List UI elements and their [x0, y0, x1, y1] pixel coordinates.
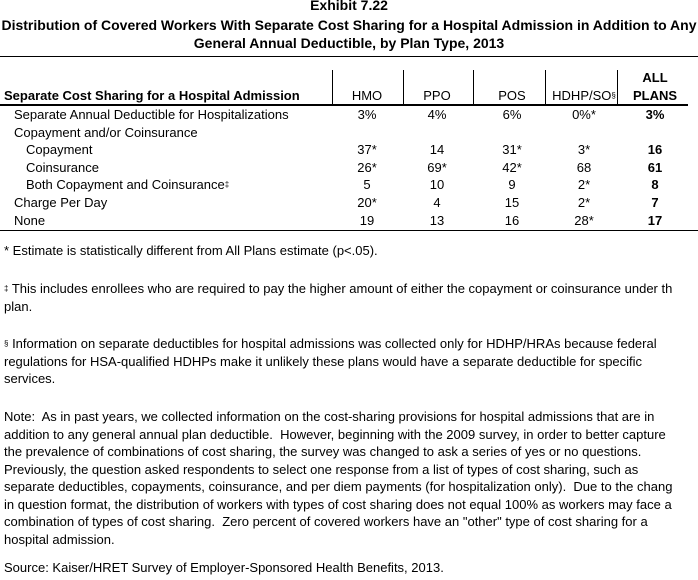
table-cell: 10 — [429, 177, 445, 193]
table-cell: 19 — [359, 212, 375, 228]
table-cell: 2* — [577, 195, 591, 210]
table-cell: 7 — [651, 195, 659, 210]
table-cell: 0%* — [572, 107, 596, 122]
table-cell: 61 — [647, 159, 663, 175]
table-top-rule — [0, 56, 698, 57]
table-cell: 4% — [427, 107, 447, 122]
table-cell: 68 — [576, 159, 592, 175]
table-cell: 26* — [357, 159, 377, 175]
table-cell: 16 — [504, 212, 520, 228]
table-cell: 14 — [429, 142, 445, 158]
row-label: Copayment — [26, 142, 93, 158]
column-header: HDHP/SO§ — [552, 88, 616, 103]
title-line-1: Distribution of Covered Workers With Separate Cost Sharing for a Hospital Admission in Addition to Any — [1, 17, 697, 33]
table-cell: 69* — [427, 159, 447, 175]
table-cell: 28* — [574, 212, 594, 228]
table-cell: 6% — [502, 107, 522, 122]
table-bottom-rule — [0, 230, 698, 231]
table-cell: 5 — [363, 177, 371, 193]
estimate-footnote: * Estimate is statistically different from All Plans estimate (p<.05). — [4, 243, 378, 258]
row-label: Separate Annual Deductible for Hospitalizations — [14, 107, 289, 122]
row-label: Charge Per Day — [14, 195, 108, 210]
methodology-note: Note: As in past years, we collected information on the cost-sharing provisions for hospital admissions that are in addition to any general annual plan deductible. However, beginning with the 2009 survey, in order to better capture the prevalence of combinations of cost sharing, the survey was changed to ask a series of yes or no questions. Previously, the question asked respondents to select one response from a list of types of cost sharing, such as separate deductibles, copayments, coinsurance, and per diem payments (for hospitalization only). Due to the chang in question format, the distribution of workers with types of cost sharing does not equal 100% as workers may face a combination of types of cost sharing. Zero percent of covered workers have an "other" type of cost sharing for a hospital admission. — [4, 409, 673, 547]
row-label: Both Copayment and Coinsurance‡ — [26, 177, 230, 193]
dagger-footnote — [4, 280, 694, 315]
table-cell: 3% — [357, 107, 377, 122]
table-cell: 20* — [357, 195, 377, 210]
column-header-line-1: ALL — [642, 70, 668, 85]
header-bottom-rule — [0, 104, 688, 106]
column-header: HMO — [351, 88, 383, 103]
dagger-footnote-text: This includes enrollees who are required to pay the higher amount of either the copayment or coinsurance under th plan. — [4, 281, 673, 314]
title-line-2: General Annual Deductible, by Plan Type, 2013 — [193, 35, 505, 51]
table-cell: 37* — [357, 142, 377, 158]
table-cell: 15 — [504, 195, 520, 210]
exhibit-label: Exhibit 7.22 — [310, 0, 388, 13]
table-cell: 13 — [429, 212, 445, 228]
source-note: Source: Kaiser/HRET Survey of Employer-Sponsored Health Benefits, 2013. — [4, 560, 444, 575]
row-label: Copayment and/or Coinsurance — [14, 124, 198, 140]
section-mark: § — [4, 339, 9, 348]
table-cell: 42* — [502, 159, 522, 175]
section-footnote-text: Information on separate deductibles for hospital admissions was collected only for HDHP/HRAs because federal regulations for HSA-qualified HDHPs make it unlikely these plans would have a separate deductible for specific services. — [4, 336, 657, 386]
table-cell: 4 — [433, 195, 441, 210]
table-cell: 8 — [651, 177, 659, 193]
table-cell: 17 — [647, 212, 663, 228]
table-cell: 2* — [577, 177, 591, 193]
row-label: Coinsurance — [26, 159, 99, 175]
row-header-label: Separate Cost Sharing for a Hospital Admission — [4, 88, 300, 103]
column-header-line-2: PLANS — [632, 88, 678, 103]
column-header-footnote-mark: § — [611, 91, 616, 100]
column-divider — [473, 70, 474, 104]
column-header: POS — [498, 88, 526, 103]
section-footnote — [4, 335, 694, 388]
table-cell: 9 — [508, 177, 516, 193]
column-header: PPO — [423, 88, 451, 103]
table-cell: 16 — [647, 142, 663, 158]
table-cell: 31* — [502, 142, 522, 158]
row-label-footnote-mark: ‡ — [224, 180, 230, 190]
dagger-mark: ‡ — [4, 284, 9, 293]
table-cell: 3% — [645, 107, 665, 122]
row-label: None — [14, 212, 46, 228]
table-cell: 3* — [577, 142, 591, 158]
